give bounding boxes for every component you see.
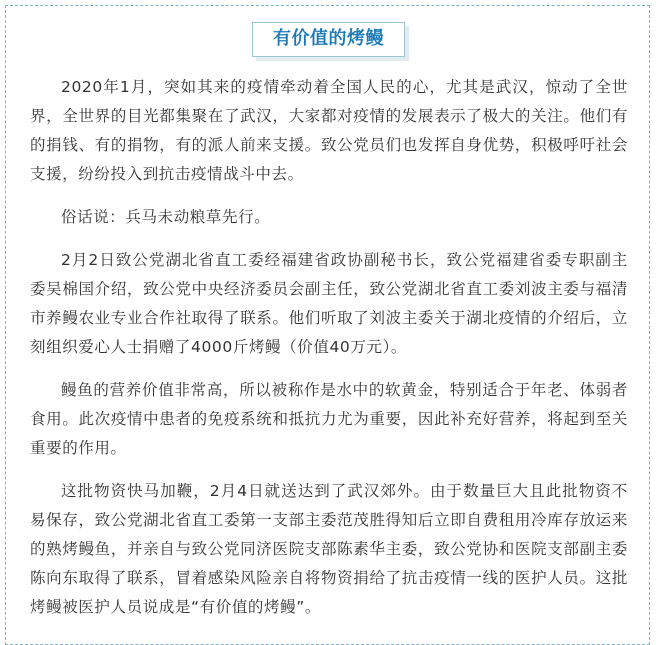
paragraph-delivery: 这批物资快马加鞭，2月4日就送达到了武汉郊外。由于数量巨大且此批物资不易保存，致公党湖北省直工委第一支部主委范茂胜得知后立即自费租用冷库存放运来的熟烤鳗鱼，并亲自与致公党同济医院支部陈素华主委，致公党协和医院支部副主委陈向东取得了联系，冒着感染风险亲自将物资捐给了抗击疫情一线的医护人员。这批烤鳗被医护人员说成是“有价值的烤鳗”。 [30,482,628,616]
paragraph-intro: 2020年1月，突如其来的疫情牵动着全国人民的心，尤其是武汉，惊动了全世界，全世界的目光都集聚在了武汉，大家都对疫情的发展表示了极大的关注。他们有的捐钱、有的捐物，有的派人前来支援。致公党员们也发挥自身优势，积极呼吁社会支援，纷纷投入到抗击疫情战斗中去。 [30,78,628,183]
paragraph-donation: 2月2日致公党湖北省直工委经福建省政协副秘书长，致公党福建省委专职副主委吴棉国介绍，致公党中央经济委员会副主任，致公党湖北省直工委刘波主委与福清市养鳗农业专业合作社取得了联系。他们听取了刘波主委关于湖北疫情的介绍后，立刻组织爱心人士捐赠了4000斤烤鳗（价值40万元）。 [30,251,628,356]
article-body [30,73,628,636]
article-title: 有价值的烤鳗 [252,22,405,57]
paragraph-nutrition: 鳗鱼的营养价值非常高，所以被称作是水中的软黄金，特别适合于年老、体弱者食用。此次疫情中患者的免疫系统和抵抗力尤为重要，因此补充好营养，将起到至关重要的作用。 [30,381,628,457]
paragraph-proverb: 俗话说：兵马未动粮草先行。 [61,208,271,226]
title-area [0,22,657,57]
